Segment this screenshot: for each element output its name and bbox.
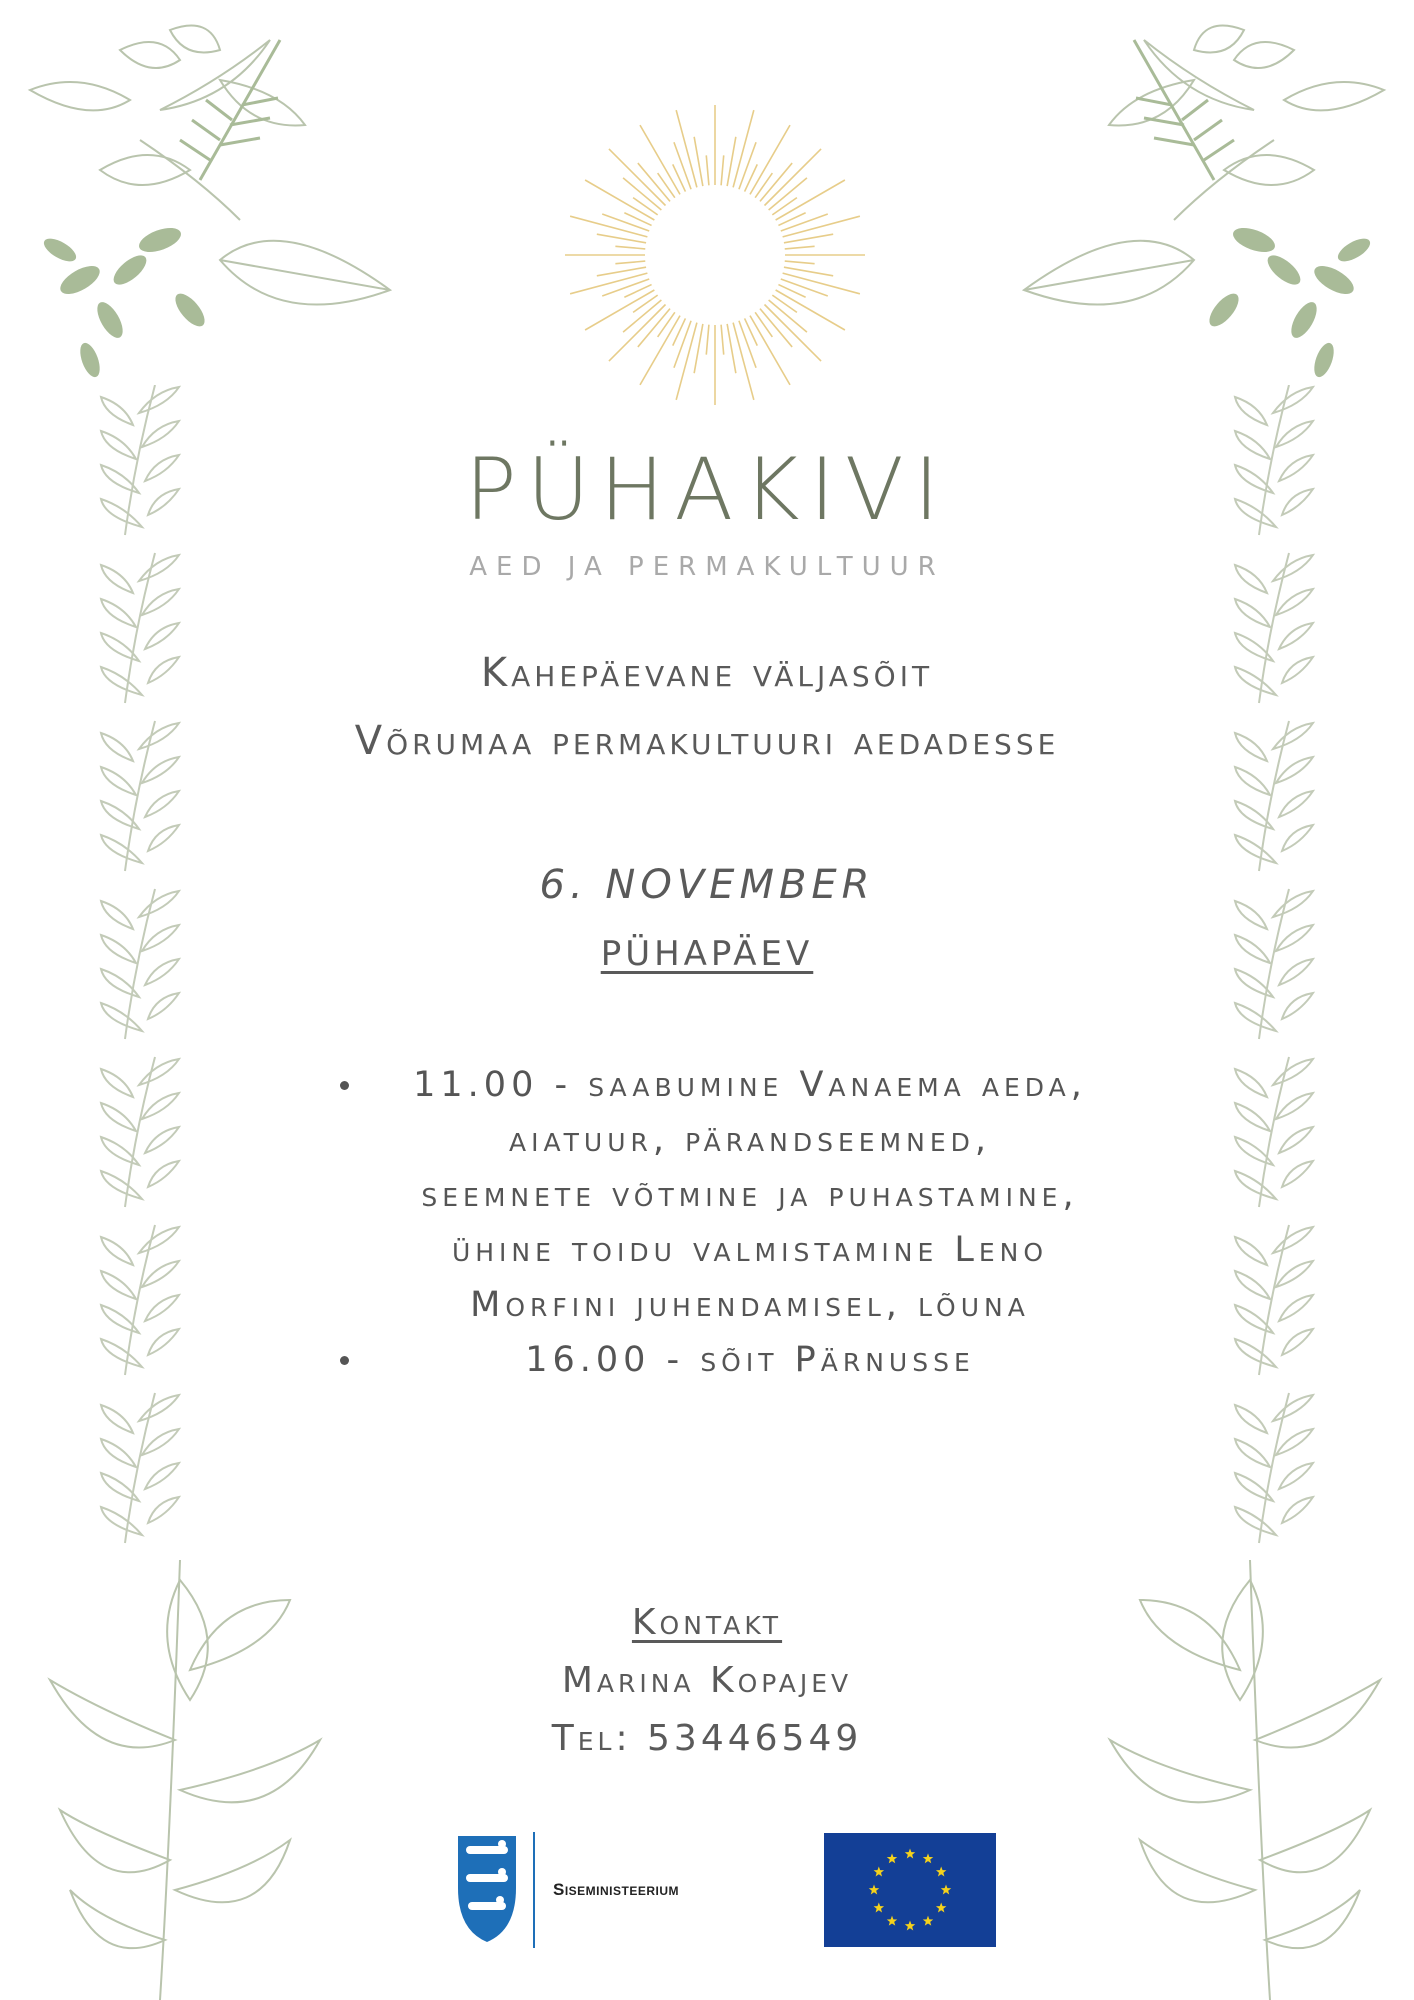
sun-illustration xyxy=(555,95,875,415)
schedule-item-line: 11.00 - saabumine Vanaema aeda, xyxy=(413,1065,1087,1105)
bullet-icon xyxy=(340,1081,349,1090)
bullet-icon xyxy=(340,1356,349,1365)
eu-flag-icon xyxy=(824,1833,996,1947)
schedule-item-line: ühine toidu valmistamine Leno xyxy=(451,1230,1049,1270)
schedule-item xyxy=(330,1333,1130,1388)
contact-phone: Tel: 53446549 xyxy=(551,1718,863,1759)
intro-line-2: Võrumaa permakultuuri aedadesse xyxy=(354,718,1060,764)
foliage-top-left-illustration xyxy=(20,20,400,400)
brand-subtitle: AED JA PERMAKULTUUR xyxy=(469,552,945,582)
schedule-list xyxy=(330,1058,1130,1388)
schedule-item-line: seemnete võtmine ja puhastamine, xyxy=(421,1175,1079,1215)
ministry-name: Siseministeerium xyxy=(553,1880,680,1899)
contact-heading: Kontakt xyxy=(631,1602,783,1643)
contact-name: Marina Kopajev xyxy=(561,1660,853,1701)
schedule-item-line: aiatuur, pärandseemned, xyxy=(508,1120,992,1160)
event-date: 6. NOVEMBER xyxy=(539,862,875,908)
event-day: PÜHAPÄEV xyxy=(600,934,814,974)
intro-line-1: Kahepäevane väljasõit xyxy=(480,650,934,696)
schedule-item xyxy=(330,1058,1130,1333)
foliage-top-right-illustration xyxy=(1014,20,1394,400)
brand-title: PÜHAKIVI xyxy=(464,440,950,540)
schedule-item-line: Morfini juhendamisel, lõuna xyxy=(470,1285,1030,1325)
schedule-item-line: 16.00 - sõit Pärnusse xyxy=(525,1340,975,1380)
